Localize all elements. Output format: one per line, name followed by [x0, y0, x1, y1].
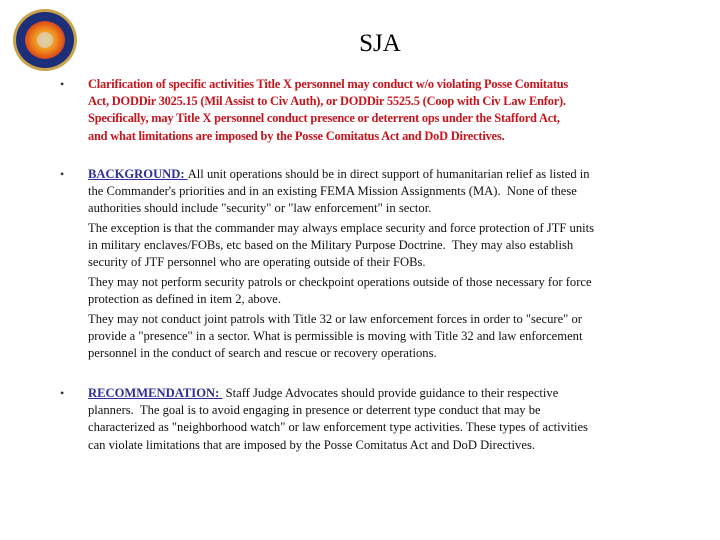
recommendation-paragraph [88, 385, 588, 454]
background-label: BACKGROUND: [88, 167, 188, 181]
background-exception: The exception is that the commander may always emplace security and force protection of JTF units in military enclaves/FOBs, etc based on the Military Purpose Doctrine. They may also establish security of JTF personnel who are operating outside of their FOBs. [88, 221, 595, 270]
background-paragraph [88, 166, 590, 218]
background-text: All unit operations should be in direct support of humanitarian relief as listed in the Commander's priorities and in an existing FEMA Mission Assignments (MA). None of these authorities should include "security" or "law enforcement" in sector. [88, 167, 590, 216]
slide-title: SJA [359, 30, 401, 57]
recommendation-text: Staff Judge Advocates should provide guidance to their respective planners. The goal is to avoid engaging in presence or deterrent type conduct that may be characterized as "neighborhood watch" or law enforcement type activities. These types of activities can violate limitations that are imposed by the Posse Comitatus Act and DoD Directives. [88, 386, 588, 452]
issue-paragraph: Clarification of specific activities Title X personnel may conduct w/o violating Posse Comitatus Act, DODDir 3025.15 (Mil Assist to Civ Auth), or DODDir 5525.5 (Coop with Civ Law Enfor). Specifically, may Title X personnel conduct presence or deterrent ops under the Stafford Act, and what limitations are imposed by the Posse Comitatus Act and DoD Directives. [88, 77, 569, 143]
background-patrols: They may not perform security patrols or checkpoint operations outside of those necessary for force protection as defined in item 2, above. [88, 275, 592, 307]
bullet-icon: • [60, 77, 65, 91]
background-joint-patrols: They may not conduct joint patrols with Title 32 or law enforcement forces in order to "secure" or provide a "presence" in a sector. What is permissible is moving with Title 32 and law enforcement personnel in the conduct of search and rescue or recovery operations. [88, 312, 583, 361]
bullet-icon: • [60, 167, 65, 181]
bullet-icon: • [60, 386, 65, 400]
recommendation-label: RECOMMENDATION: [88, 386, 223, 400]
